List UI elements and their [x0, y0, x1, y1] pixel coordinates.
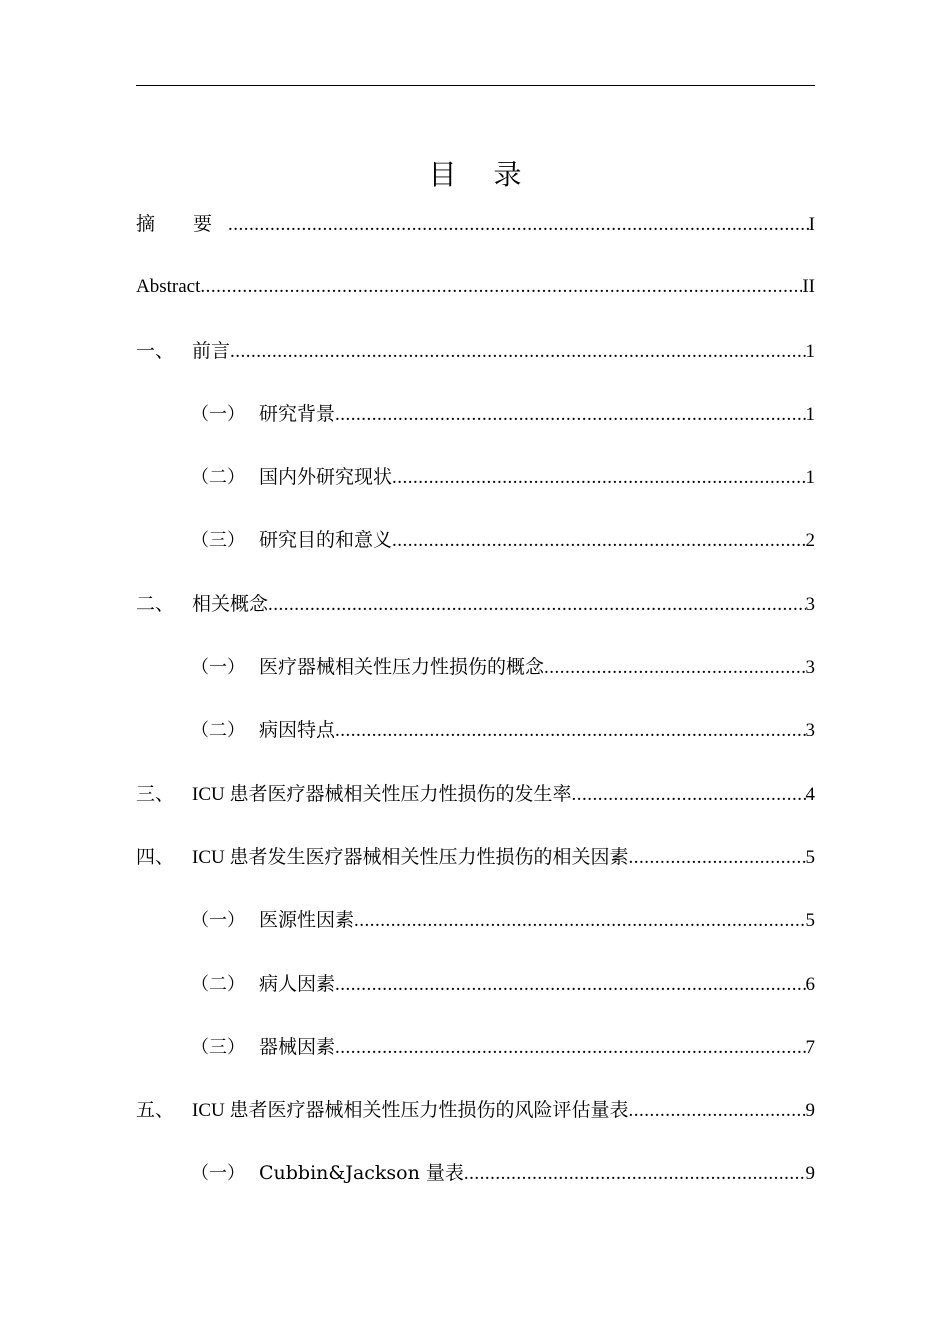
- toc-entry-text: 病人因素: [259, 972, 336, 995]
- toc-page-number: 4: [805, 783, 815, 805]
- toc-page-number: 6: [805, 973, 815, 995]
- toc-leader-dots: [335, 1031, 805, 1065]
- toc-entry-text: 相关概念: [192, 593, 269, 615]
- toc-leader-dots: [335, 714, 805, 748]
- toc-page-number: 5: [805, 846, 815, 868]
- toc-leader-dots: [354, 904, 805, 938]
- toc-entry-chapter-2[interactable]: [136, 587, 815, 650]
- toc-entry-text: 前言: [192, 340, 231, 362]
- toc-page-number: 3: [805, 720, 815, 742]
- toc-leader-dots: [335, 968, 805, 1002]
- toc-leader-dots: [268, 588, 805, 622]
- toc-entry-number: （三）: [191, 530, 245, 552]
- toc-entry-section-4-3[interactable]: [136, 1030, 815, 1093]
- toc-leader-dots: [628, 1094, 805, 1128]
- toc-entry-label: Abstract: [136, 276, 201, 298]
- toc-entry-text: ICU 患者发生医疗器械相关性压力性损伤的相关因素: [192, 846, 629, 868]
- toc-entry-chapter-1[interactable]: [136, 334, 815, 397]
- toc-entry-number: （一）: [191, 910, 245, 932]
- toc-leader-dots: [544, 651, 805, 685]
- toc-entry-abstract-en[interactable]: [136, 270, 815, 333]
- toc-leader-dots: [335, 398, 805, 432]
- toc-entry-chapter-5[interactable]: [136, 1093, 815, 1156]
- toc-entry-text: 研究背景: [259, 402, 336, 425]
- toc-entry-section-1-1[interactable]: [136, 397, 815, 460]
- toc-page-number: 1: [805, 403, 815, 425]
- toc-entry-text: ICU 患者医疗器械相关性压力性损伤的发生率: [192, 783, 572, 805]
- toc-entry-section-2-2[interactable]: [136, 713, 815, 776]
- toc-leader-dots: [392, 461, 805, 495]
- toc-entry-number: （一）: [191, 657, 245, 679]
- toc-page-number: 9: [805, 1163, 815, 1185]
- table-of-contents: [136, 207, 815, 1220]
- toc-entry-text: 病因特点: [259, 719, 336, 742]
- toc-entry-section-5-1[interactable]: [136, 1156, 815, 1219]
- toc-leader-dots: [628, 841, 805, 875]
- toc-leader-dots: [228, 208, 809, 242]
- toc-entry-abstract-cn[interactable]: [136, 207, 815, 270]
- toc-entry-chapter-4[interactable]: [136, 840, 815, 903]
- toc-page-number: 2: [805, 530, 815, 552]
- toc-leader-dots: [200, 270, 802, 304]
- toc-entry-number: （一）: [191, 1163, 245, 1185]
- toc-page-number: II: [802, 276, 815, 298]
- toc-entry-label: 摘 要: [136, 213, 229, 235]
- toc-entry-text: 国内外研究现状: [259, 466, 393, 489]
- toc-leader-dots: [230, 335, 805, 369]
- toc-entry-number: 五、: [136, 1099, 175, 1122]
- toc-entry-chapter-3[interactable]: [136, 777, 815, 840]
- toc-entry-number: 四、: [136, 845, 175, 868]
- toc-entry-text: Cubbin&Jackson 量表: [259, 1162, 464, 1185]
- toc-entry-text: ICU 患者医疗器械相关性压力性损伤的风险评估量表: [192, 1100, 629, 1122]
- toc-page-number: 3: [805, 657, 815, 679]
- toc-title: 目 录: [428, 158, 536, 191]
- toc-entry-number: （三）: [191, 1036, 245, 1058]
- toc-leader-dots: [392, 524, 805, 558]
- toc-entry-text: 器械因素: [259, 1035, 336, 1058]
- toc-entry-number: 三、: [136, 782, 175, 805]
- toc-page-number: I: [808, 214, 815, 235]
- toc-page-number: 9: [805, 1100, 815, 1122]
- toc-entry-number: （二）: [191, 720, 245, 742]
- toc-entry-section-4-1[interactable]: [136, 903, 815, 966]
- toc-entry-section-4-2[interactable]: [136, 967, 815, 1030]
- toc-page-number: 1: [805, 340, 815, 362]
- toc-page-number: 1: [805, 467, 815, 489]
- toc-entry-section-1-3[interactable]: [136, 523, 815, 586]
- toc-entry-text: 医源性因素: [259, 909, 355, 932]
- toc-entry-number: （二）: [191, 973, 245, 995]
- toc-entry-number: 二、: [136, 592, 175, 615]
- toc-entry-section-2-1[interactable]: [136, 650, 815, 713]
- toc-entry-text: 研究目的和意义: [259, 529, 393, 552]
- toc-page-number: 7: [805, 1036, 815, 1058]
- toc-page-number: 5: [805, 910, 815, 932]
- header-rule: [136, 85, 815, 86]
- toc-entry-number: （二）: [191, 467, 245, 489]
- toc-leader-dots: [464, 1157, 806, 1191]
- toc-page-number: 3: [805, 593, 815, 615]
- toc-entry-section-1-2[interactable]: [136, 460, 815, 523]
- toc-leader-dots: [571, 778, 805, 812]
- toc-entry-number: 一、: [136, 339, 175, 362]
- toc-entry-number: （一）: [191, 403, 245, 425]
- toc-entry-text: 医疗器械相关性压力性损伤的概念: [259, 656, 545, 679]
